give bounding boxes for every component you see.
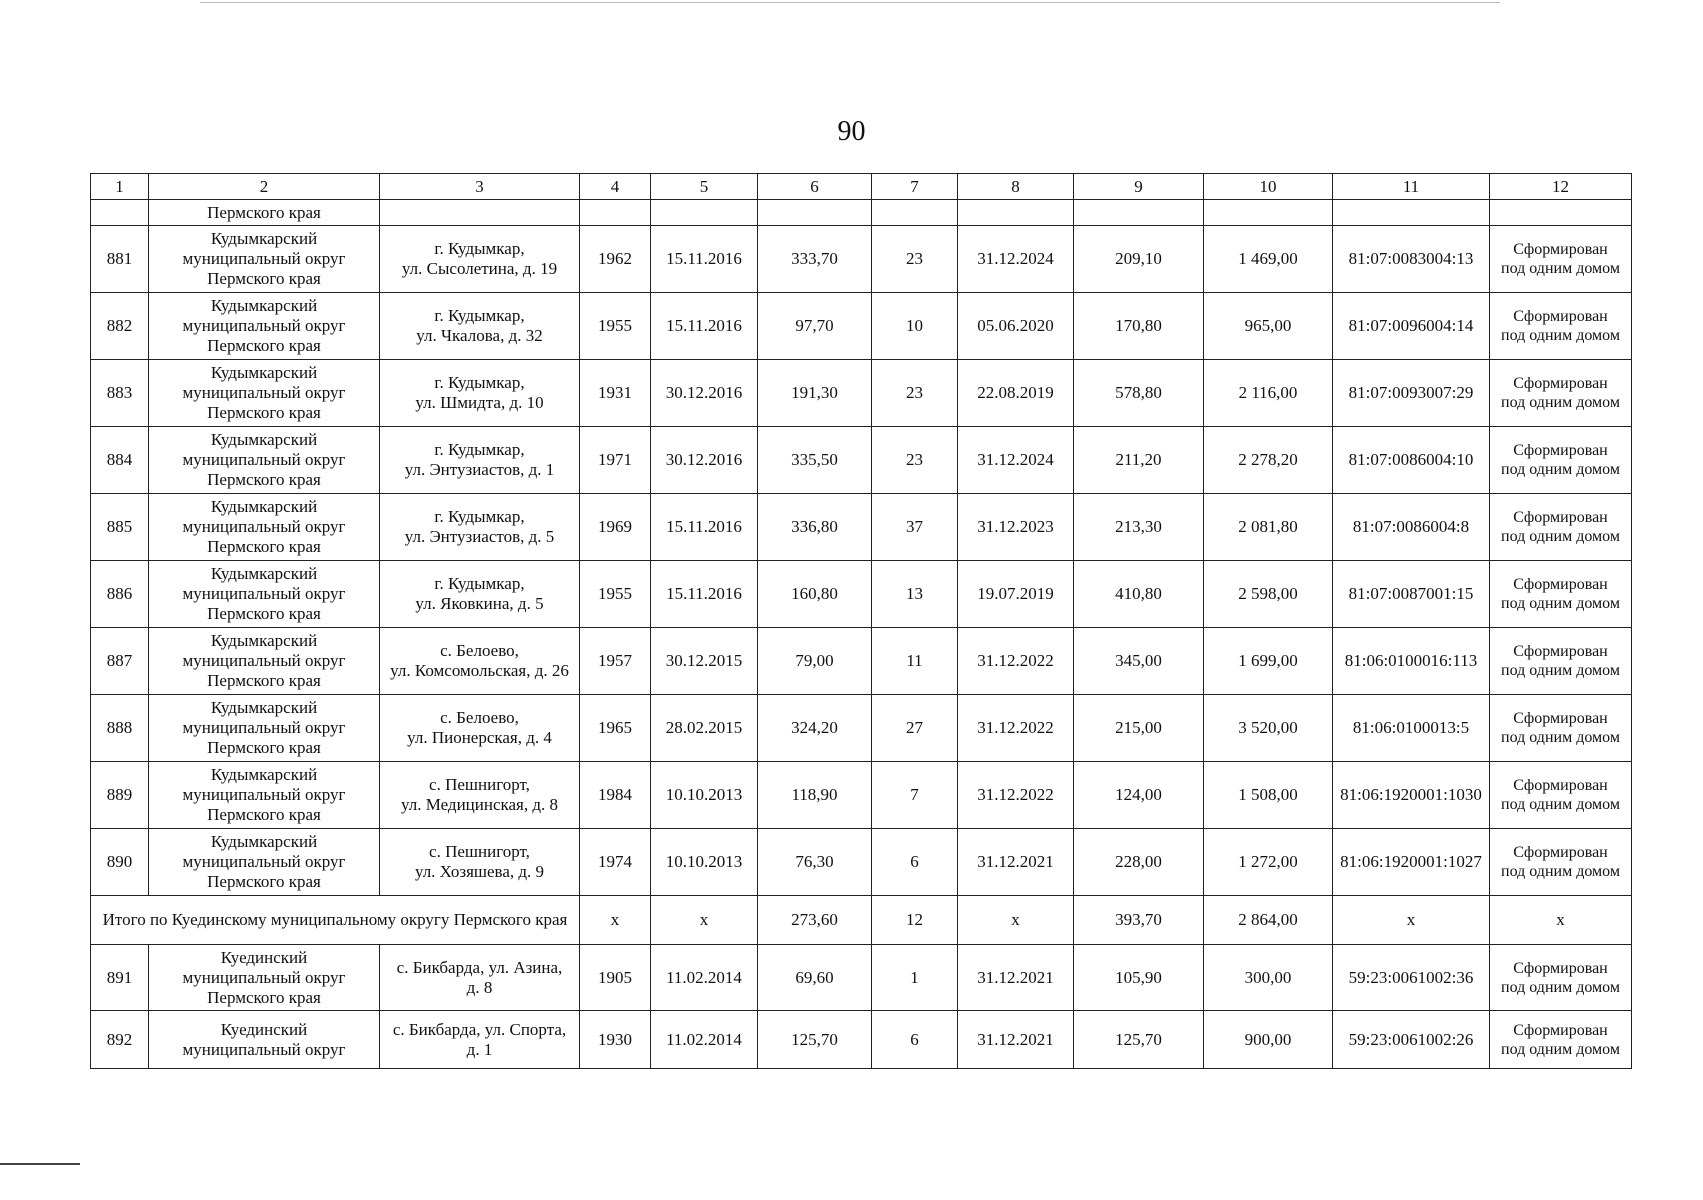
municipality-cell (149, 427, 380, 494)
cost-cell: 900,00 (1204, 1011, 1333, 1069)
header-cell: 10 (1204, 174, 1333, 200)
header-cell: 9 (1074, 174, 1204, 200)
address-line: ул. Энтузиастов, д. 5 (404, 527, 555, 546)
municipality-line: муниципальный округ (182, 383, 346, 402)
land-status-cell (1490, 293, 1632, 360)
residents-cell: 37 (872, 494, 958, 561)
municipality-line: муниципальный округ (182, 249, 346, 268)
table-row (91, 494, 1632, 561)
municipality-line: Пермского края (207, 987, 321, 1007)
municipality-line: Кудымкарский (210, 698, 318, 717)
municipality-cell (149, 494, 380, 561)
address-line: ул. Яковкина, д. 5 (415, 594, 544, 613)
address-line: с. Белоево, (440, 641, 519, 660)
land-status-cell (1490, 829, 1632, 896)
cost-cell: 300,00 (1204, 945, 1333, 1011)
land-status-line: Сформирован (1513, 643, 1608, 660)
land-status-line: Сформирован (1513, 710, 1608, 727)
municipality-line: Кудымкарский (210, 765, 318, 784)
resettlement-date-cell: 31.12.2021 (958, 945, 1074, 1011)
address-line: г. Кудымкар, (434, 306, 525, 325)
municipality-line: Кудымкарский (210, 497, 318, 516)
total-c5: x (651, 896, 758, 945)
address-cell (380, 360, 580, 427)
table-row (91, 762, 1632, 829)
address-cell (380, 561, 580, 628)
table-row (91, 360, 1632, 427)
build-year-cell: 1962 (580, 226, 651, 293)
cost-cell: 1 508,00 (1204, 762, 1333, 829)
total-c4: x (580, 896, 651, 945)
land-status-line: под одним домом (1501, 327, 1620, 344)
cadastral-number-cell: 59:23:0061002:26 (1333, 1011, 1490, 1069)
land-status-cell (1490, 628, 1632, 695)
table-row (91, 829, 1632, 896)
resettlement-date-cell: 31.12.2021 (958, 1011, 1074, 1069)
cadastral-number-cell: 59:23:0061002:36 (1333, 945, 1490, 1011)
header-cell: 6 (758, 174, 872, 200)
address-cell (380, 293, 580, 360)
municipality-cell (149, 829, 380, 896)
municipality-cell (149, 945, 380, 1011)
land-status-cell (1490, 762, 1632, 829)
table-row (91, 427, 1632, 494)
land-status-line: под одним домом (1501, 978, 1620, 996)
header-cell: 11 (1333, 174, 1490, 200)
cost-cell: 3 520,00 (1204, 695, 1333, 762)
cadastral-number-cell: 81:06:0100013:5 (1333, 695, 1490, 762)
table-row (91, 561, 1632, 628)
recognition-date-cell: 15.11.2016 (651, 494, 758, 561)
municipality-line: муниципальный округ (182, 316, 346, 335)
build-year-cell: 1930 (580, 1011, 651, 1069)
land-status-line: Сформирован (1513, 777, 1608, 794)
empty-cell (958, 200, 1074, 226)
cost-cell: 1 272,00 (1204, 829, 1333, 896)
resettlement-date-cell: 05.06.2020 (958, 293, 1074, 360)
table-row (91, 695, 1632, 762)
municipality-cell (149, 561, 380, 628)
address-cell (380, 628, 580, 695)
empty-cell (1074, 200, 1204, 226)
scan-margin-mark (0, 1163, 80, 1165)
residents-cell: 7 (872, 762, 958, 829)
table-row (91, 293, 1632, 360)
header-cell: 12 (1490, 174, 1632, 200)
area-cell: 335,50 (758, 427, 872, 494)
land-area-cell: 211,20 (1074, 427, 1204, 494)
land-status-cell (1490, 561, 1632, 628)
cadastral-number-cell: 81:07:0086004:10 (1333, 427, 1490, 494)
address-cell (380, 494, 580, 561)
area-cell: 97,70 (758, 293, 872, 360)
municipality-line: муниципальный округ (182, 785, 346, 804)
land-status-line: под одним домом (1501, 796, 1620, 813)
area-cell: 79,00 (758, 628, 872, 695)
continuation-row (91, 200, 1632, 226)
recognition-date-cell: 15.11.2016 (651, 293, 758, 360)
municipality-line: муниципальный округ (182, 584, 346, 603)
build-year-cell: 1957 (580, 628, 651, 695)
address-cell (380, 427, 580, 494)
row-number: 891 (91, 945, 149, 1011)
total-c6: 273,60 (758, 896, 872, 945)
address-line: ул. Сысолетина, д. 19 (401, 259, 558, 278)
municipality-line: Пермского края (207, 805, 321, 824)
land-status-line: Сформирован (1513, 576, 1608, 593)
row-number: 881 (91, 226, 149, 293)
build-year-cell: 1965 (580, 695, 651, 762)
municipality-line: Кудымкарский (210, 832, 318, 851)
area-cell: 125,70 (758, 1011, 872, 1069)
address-line: с. Пешнигорт, (429, 842, 530, 861)
municipality-line: Пермского края (207, 269, 321, 288)
address-line: г. Кудымкар, (434, 239, 525, 258)
address-cell (380, 945, 580, 1011)
land-area-cell: 578,80 (1074, 360, 1204, 427)
land-status-line: под одним домом (1501, 729, 1620, 746)
land-status-line: Сформирован (1513, 442, 1608, 459)
continuation-text: Пермского края (149, 200, 380, 226)
empty-cell (91, 200, 149, 226)
residents-cell: 23 (872, 226, 958, 293)
municipality-cell (149, 1011, 380, 1069)
land-status-cell (1490, 695, 1632, 762)
cadastral-number-cell: 81:07:0087001:15 (1333, 561, 1490, 628)
cadastral-number-cell: 81:06:1920001:1030 (1333, 762, 1490, 829)
land-status-cell (1490, 1011, 1632, 1069)
cadastral-number-cell: 81:07:0096004:14 (1333, 293, 1490, 360)
build-year-cell: 1931 (580, 360, 651, 427)
cadastral-number-cell: 81:07:0083004:13 (1333, 226, 1490, 293)
municipality-line: муниципальный округ (182, 517, 346, 536)
address-line: с. Пешнигорт, (429, 775, 530, 794)
land-status-line: Сформирован (1513, 509, 1608, 526)
municipality-cell (149, 762, 380, 829)
recognition-date-cell: 28.02.2015 (651, 695, 758, 762)
land-area-cell: 170,80 (1074, 293, 1204, 360)
empty-cell (651, 200, 758, 226)
row-number: 885 (91, 494, 149, 561)
land-status-line: под одним домом (1501, 662, 1620, 679)
municipality-line: муниципальный округ (182, 718, 346, 737)
cost-cell: 1 469,00 (1204, 226, 1333, 293)
land-area-cell: 209,10 (1074, 226, 1204, 293)
land-status-line: Сформирован (1513, 375, 1608, 392)
address-line: ул. Хозяшева, д. 9 (414, 862, 545, 881)
municipality-cell (149, 226, 380, 293)
empty-cell (380, 200, 580, 226)
header-cell: 4 (580, 174, 651, 200)
area-cell: 76,30 (758, 829, 872, 896)
land-status-line: под одним домом (1501, 863, 1620, 880)
cost-cell: 2 598,00 (1204, 561, 1333, 628)
municipality-line: муниципальный округ (182, 651, 346, 670)
resettlement-date-cell: 31.12.2022 (958, 695, 1074, 762)
municipality-line: Пермского края (207, 403, 321, 422)
total-c9: 393,70 (1074, 896, 1204, 945)
municipality-line: Кудымкарский (210, 564, 318, 583)
municipality-line: Кудымкарский (210, 363, 318, 382)
land-area-cell: 228,00 (1074, 829, 1204, 896)
municipality-line: Куединский (220, 1019, 308, 1039)
land-area-cell: 125,70 (1074, 1011, 1204, 1069)
land-status-line: Сформирован (1513, 308, 1608, 325)
row-number: 887 (91, 628, 149, 695)
land-status-cell (1490, 427, 1632, 494)
header-cell: 1 (91, 174, 149, 200)
recognition-date-cell: 15.11.2016 (651, 226, 758, 293)
residents-cell: 23 (872, 360, 958, 427)
land-status-line: под одним домом (1501, 260, 1620, 277)
cadastral-number-cell: 81:06:1920001:1027 (1333, 829, 1490, 896)
address-line: г. Кудымкар, (434, 373, 525, 392)
area-cell: 160,80 (758, 561, 872, 628)
address-line: г. Кудымкар, (434, 507, 525, 526)
municipality-line: Кудымкарский (210, 296, 318, 315)
municipality-line: Куединский (220, 947, 308, 967)
area-cell: 191,30 (758, 360, 872, 427)
row-number: 886 (91, 561, 149, 628)
header-cell: 2 (149, 174, 380, 200)
total-label: Итого по Куединскому муниципальному округу Пермского края (91, 896, 580, 945)
address-cell (380, 695, 580, 762)
total-c12: x (1490, 896, 1632, 945)
address-cell (380, 226, 580, 293)
area-cell: 118,90 (758, 762, 872, 829)
residents-cell: 23 (872, 427, 958, 494)
municipality-line: муниципальный округ (182, 1039, 346, 1059)
scan-top-edge (200, 2, 1500, 3)
build-year-cell: 1955 (580, 561, 651, 628)
header-cell: 5 (651, 174, 758, 200)
cadastral-number-cell: 81:06:0100016:113 (1333, 628, 1490, 695)
land-status-line: Сформирован (1513, 844, 1608, 861)
land-status-line: под одним домом (1501, 1040, 1620, 1058)
municipality-line: Кудымкарский (210, 631, 318, 650)
header-cell: 7 (872, 174, 958, 200)
land-area-cell: 345,00 (1074, 628, 1204, 695)
resettlement-date-cell: 22.08.2019 (958, 360, 1074, 427)
recognition-date-cell: 10.10.2013 (651, 762, 758, 829)
address-line: с. Бикбарда, ул. Азина, (396, 957, 563, 977)
row-number: 888 (91, 695, 149, 762)
address-cell (380, 829, 580, 896)
land-area-cell: 213,30 (1074, 494, 1204, 561)
land-status-line: Сформирован (1513, 1021, 1608, 1039)
municipality-line: Пермского края (207, 336, 321, 355)
municipality-cell (149, 628, 380, 695)
municipality-line: Пермского края (207, 872, 321, 891)
row-number: 884 (91, 427, 149, 494)
row-number: 889 (91, 762, 149, 829)
header-cell: 3 (380, 174, 580, 200)
address-line: д. 1 (466, 1039, 493, 1059)
area-cell: 324,20 (758, 695, 872, 762)
resettlement-date-cell: 19.07.2019 (958, 561, 1074, 628)
recognition-date-cell: 30.12.2016 (651, 360, 758, 427)
resettlement-date-cell: 31.12.2024 (958, 427, 1074, 494)
land-status-line: под одним домом (1501, 394, 1620, 411)
land-status-line: Сформирован (1513, 959, 1608, 977)
land-status-cell (1490, 360, 1632, 427)
land-status-line: под одним домом (1501, 528, 1620, 545)
build-year-cell: 1984 (580, 762, 651, 829)
table-row (91, 1011, 1632, 1069)
address-line: ул. Чкалова, д. 32 (416, 326, 543, 345)
municipality-cell (149, 293, 380, 360)
cadastral-number-cell: 81:07:0086004:8 (1333, 494, 1490, 561)
municipality-line: Пермского края (207, 671, 321, 690)
address-line: ул. Комсомольская, д. 26 (390, 661, 569, 680)
address-line: с. Бикбарда, ул. Спорта, (392, 1019, 567, 1039)
row-number: 883 (91, 360, 149, 427)
empty-cell (1490, 200, 1632, 226)
address-line: д. 8 (466, 977, 493, 997)
table-row (91, 628, 1632, 695)
address-line: ул. Энтузиастов, д. 1 (404, 460, 555, 479)
address-cell (380, 1011, 580, 1069)
resettlement-date-cell: 31.12.2022 (958, 762, 1074, 829)
cost-cell: 965,00 (1204, 293, 1333, 360)
resettlement-date-cell: 31.12.2023 (958, 494, 1074, 561)
address-line: г. Кудымкар, (434, 440, 525, 459)
header-cell: 8 (958, 174, 1074, 200)
municipality-line: муниципальный округ (182, 967, 346, 987)
land-status-line: под одним домом (1501, 461, 1620, 478)
municipality-line: муниципальный округ (182, 450, 346, 469)
municipality-line: Пермского края (207, 604, 321, 623)
municipality-cell (149, 360, 380, 427)
resettlement-date-cell: 31.12.2024 (958, 226, 1074, 293)
residents-cell: 13 (872, 561, 958, 628)
column-number-header-row (91, 174, 1632, 200)
empty-cell (1204, 200, 1333, 226)
recognition-date-cell: 15.11.2016 (651, 561, 758, 628)
table-row (91, 945, 1632, 1011)
address-line: г. Кудымкар, (434, 574, 525, 593)
residents-cell: 1 (872, 945, 958, 1011)
land-status-cell (1490, 494, 1632, 561)
housing-registry-table (90, 173, 1632, 1069)
residents-cell: 11 (872, 628, 958, 695)
land-status-cell (1490, 226, 1632, 293)
land-status-cell (1490, 945, 1632, 1011)
residents-cell: 27 (872, 695, 958, 762)
total-row (91, 896, 1632, 945)
recognition-date-cell: 11.02.2014 (651, 945, 758, 1011)
recognition-date-cell: 30.12.2015 (651, 628, 758, 695)
row-number: 882 (91, 293, 149, 360)
page-number: 90 (837, 116, 866, 147)
build-year-cell: 1971 (580, 427, 651, 494)
address-cell (380, 762, 580, 829)
area-cell: 333,70 (758, 226, 872, 293)
recognition-date-cell: 30.12.2016 (651, 427, 758, 494)
build-year-cell: 1955 (580, 293, 651, 360)
empty-cell (580, 200, 651, 226)
row-number: 892 (91, 1011, 149, 1069)
residents-cell: 10 (872, 293, 958, 360)
area-cell: 69,60 (758, 945, 872, 1011)
table-row (91, 226, 1632, 293)
empty-cell (1333, 200, 1490, 226)
cost-cell: 1 699,00 (1204, 628, 1333, 695)
build-year-cell: 1969 (580, 494, 651, 561)
municipality-line: Кудымкарский (210, 430, 318, 449)
total-c7: 12 (872, 896, 958, 945)
empty-cell (872, 200, 958, 226)
build-year-cell: 1974 (580, 829, 651, 896)
address-line: ул. Медицинская, д. 8 (400, 795, 559, 814)
recognition-date-cell: 11.02.2014 (651, 1011, 758, 1069)
total-c10: 2 864,00 (1204, 896, 1333, 945)
municipality-cell (149, 695, 380, 762)
municipality-line: Пермского края (207, 537, 321, 556)
land-area-cell: 105,90 (1074, 945, 1204, 1011)
municipality-line: Пермского края (207, 470, 321, 489)
cost-cell: 2 278,20 (1204, 427, 1333, 494)
land-status-line: Сформирован (1513, 241, 1608, 258)
empty-cell (758, 200, 872, 226)
land-area-cell: 410,80 (1074, 561, 1204, 628)
resettlement-date-cell: 31.12.2021 (958, 829, 1074, 896)
land-status-line: под одним домом (1501, 595, 1620, 612)
area-cell: 336,80 (758, 494, 872, 561)
resettlement-date-cell: 31.12.2022 (958, 628, 1074, 695)
row-number: 890 (91, 829, 149, 896)
recognition-date-cell: 10.10.2013 (651, 829, 758, 896)
address-line: с. Белоево, (440, 708, 519, 727)
municipality-line: Пермского края (207, 738, 321, 757)
build-year-cell: 1905 (580, 945, 651, 1011)
land-area-cell: 124,00 (1074, 762, 1204, 829)
address-line: ул. Шмидта, д. 10 (415, 393, 544, 412)
land-area-cell: 215,00 (1074, 695, 1204, 762)
total-c8: x (958, 896, 1074, 945)
municipality-line: муниципальный округ (182, 852, 346, 871)
cost-cell: 2 081,80 (1204, 494, 1333, 561)
cadastral-number-cell: 81:07:0093007:29 (1333, 360, 1490, 427)
municipality-line: Кудымкарский (210, 229, 318, 248)
residents-cell: 6 (872, 1011, 958, 1069)
address-line: ул. Пионерская, д. 4 (407, 728, 552, 747)
total-c11: x (1333, 896, 1490, 945)
cost-cell: 2 116,00 (1204, 360, 1333, 427)
residents-cell: 6 (872, 829, 958, 896)
